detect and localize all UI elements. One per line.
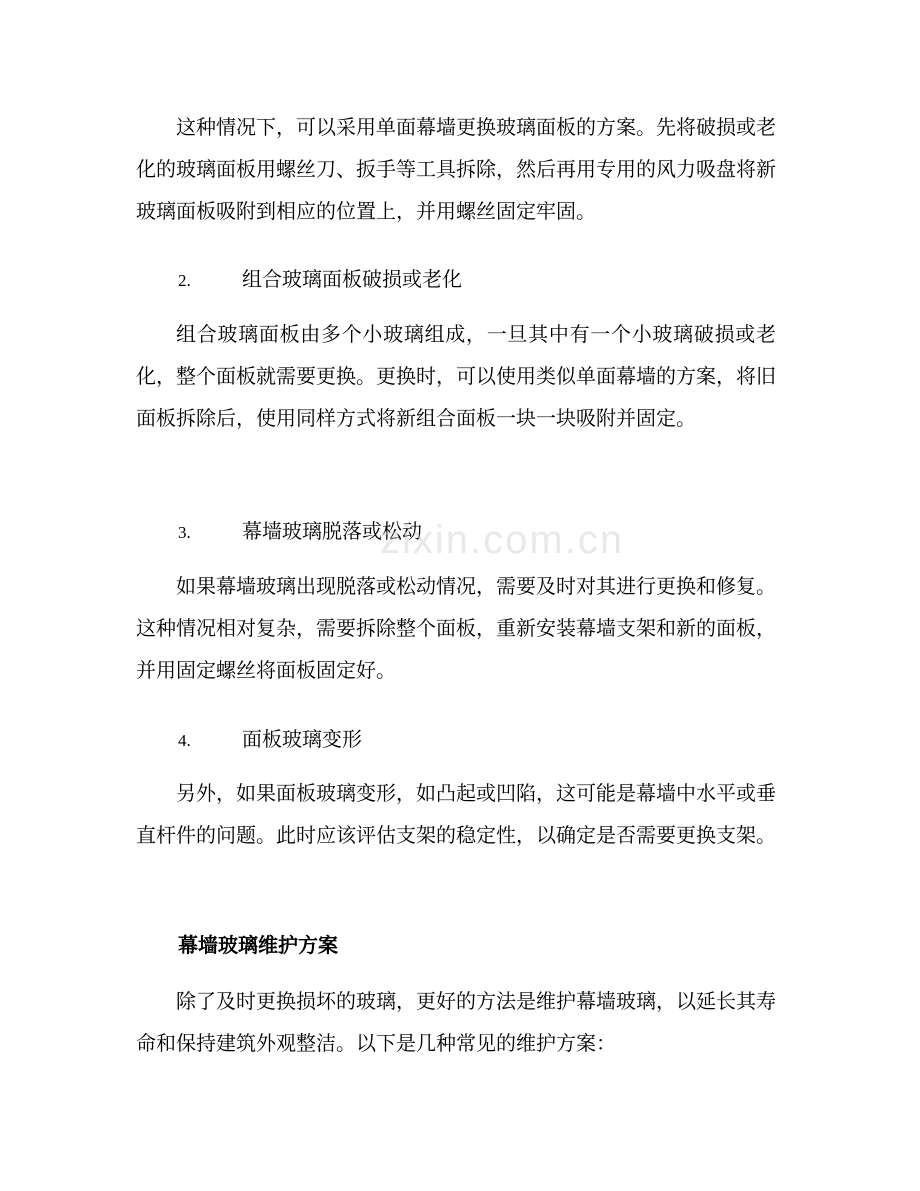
paragraph-maintenance-intro: 除了及时更换损坏的玻璃，更好的方法是维护幕墙玻璃，以延长其寿命和保持建筑外观整洁。以下是几种常见的维护方案： — [136, 989, 776, 1055]
list-item-text: 面板玻璃变形 — [242, 727, 362, 751]
list-item-text: 组合玻璃面板破损或老化 — [242, 267, 462, 291]
list-item-4 — [178, 725, 362, 755]
list-number: 4. — [178, 731, 191, 750]
paragraph-replacement-solution: 这种情况下，可以采用单面幕墙更换玻璃面板的方案。先将破损或老化的玻璃面板用螺丝刀、扳手等工具拆除，然后再用专用的风力吸盘将新玻璃面板吸附到相应的位置上，并用螺丝固定牢固。 — [136, 115, 776, 223]
list-number: 2. — [178, 271, 191, 290]
paragraph-deformation: 另外，如果面板玻璃变形，如凸起或凹陷，这可能是幕墙中水平或垂直杆件的问题。此时应该评估支架的稳定性，以确定是否需要更换支架。 — [136, 781, 776, 847]
list-item-2 — [178, 265, 462, 295]
list-item-text: 幕墙玻璃脱落或松动 — [242, 519, 422, 543]
list-number: 3. — [178, 523, 191, 542]
paragraph-composite-panel: 组合玻璃面板由多个小玻璃组成，一旦其中有一个小玻璃破损或老化，整个面板就需要更换。更换时，可以使用类似单面幕墙的方案，将旧面板拆除后，使用同样方式将新组合面板一块一块吸附并固定。 — [136, 322, 776, 430]
paragraph-detachment: 如果幕墙玻璃出现脱落或松动情况，需要及时对其进行更换和修复。这种情况相对复杂，需要拆除整个面板，重新安装幕墙支架和新的面板，并用固定螺丝将面板固定好。 — [136, 574, 776, 682]
watermark: zixin.com.cn — [380, 518, 625, 562]
section-heading: 幕墙玻璃维护方案 — [178, 933, 338, 957]
